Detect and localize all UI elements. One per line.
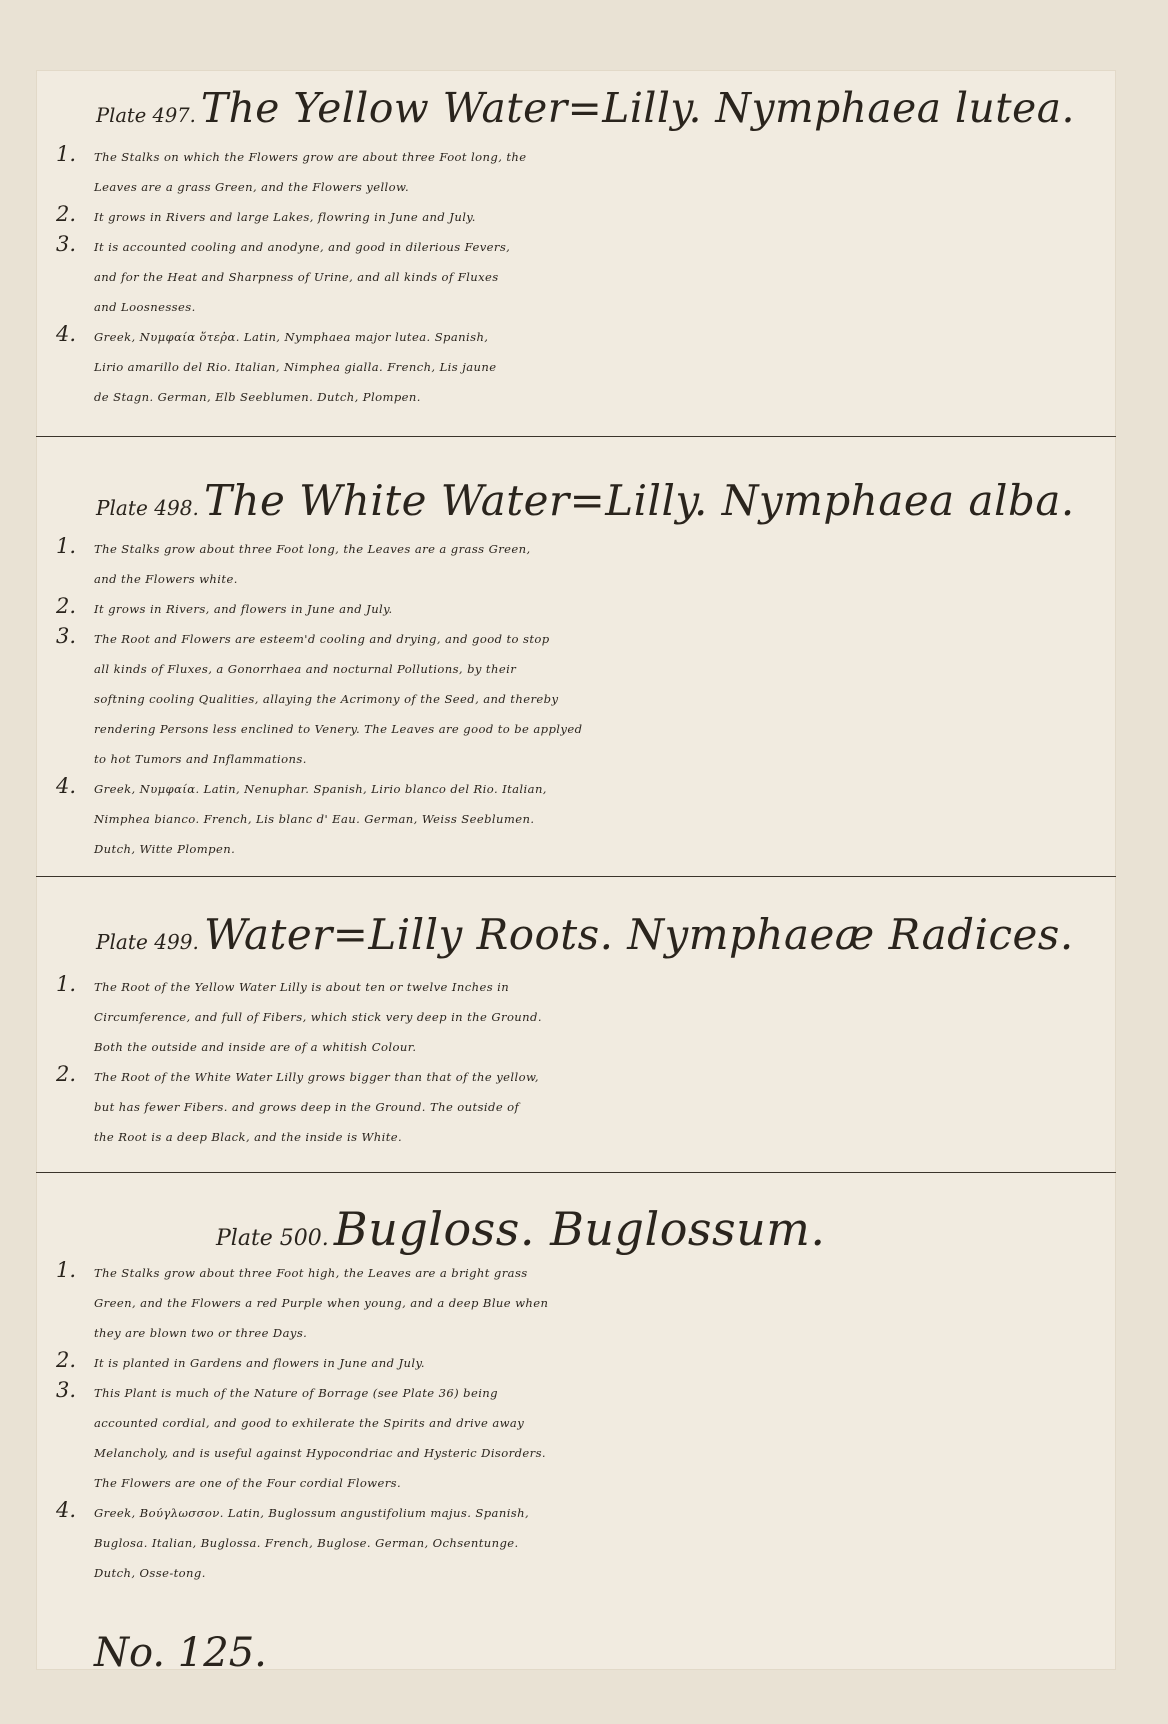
item-number: 4. xyxy=(56,1498,77,1522)
text-line: Melancholy, and is useful against Hypocondriac and Hysteric Disorders. xyxy=(94,1446,546,1460)
text-line: Lirio amarillo del Rio. Italian, Nimphea gialla. French, Lis jaune xyxy=(94,360,497,374)
plate-number: Plate 497. xyxy=(96,104,196,127)
plate-item xyxy=(36,972,1116,1062)
plate-item xyxy=(36,534,1116,594)
text-line: Buglosa. Italian, Buglossa. French, Buglose. German, Ochsentunge. xyxy=(94,1536,519,1550)
text-line: The Flowers are one of the Four cordial Flowers. xyxy=(94,1476,402,1490)
text-line: Leaves are a grass Green, and the Flowers yellow. xyxy=(94,180,410,194)
text-line: they are blown two or three Days. xyxy=(94,1326,308,1340)
plate-item xyxy=(36,142,1116,202)
item-number: 2. xyxy=(56,594,77,618)
plate-title: The Yellow Water=Lilly. Nymphaea lutea. xyxy=(200,84,1075,132)
plate-title: Water=Lilly Roots. Nymphaeæ Radices. xyxy=(203,910,1074,959)
text-line: Circumference, and full of Fibers, which stick very deep in the Ground. xyxy=(94,1010,542,1024)
item-number: 1. xyxy=(56,1258,77,1282)
text-line: de Stagn. German, Elb Seeblumen. Dutch, Plompen. xyxy=(94,390,421,404)
plate-item xyxy=(36,1258,1116,1348)
item-number: 4. xyxy=(56,774,77,798)
plate-header xyxy=(216,1202,826,1256)
text-line: The Stalks on which the Flowers grow are about three Foot long, the xyxy=(94,150,527,164)
plate-number: Plate 498. xyxy=(96,496,199,520)
text-line: accounted cordial, and good to exhilerate the Spirits and drive away xyxy=(94,1416,525,1430)
plate-item xyxy=(36,202,1116,232)
text-line: and Loosnesses. xyxy=(94,300,196,314)
text-line: Both the outside and inside are of a whitish Colour. xyxy=(94,1040,417,1054)
plate-header xyxy=(96,476,1075,525)
text-line: The Root of the Yellow Water Lilly is about ten or twelve Inches in xyxy=(94,980,510,994)
text-line: Dutch, Osse-tong. xyxy=(94,1566,206,1580)
text-line: The Root of the White Water Lilly grows bigger than that of the yellow, xyxy=(94,1070,539,1084)
plate-item xyxy=(36,1378,1116,1498)
item-number: 4. xyxy=(56,322,77,346)
text-line: Greek, Βούγλωσσον. Latin, Buglossum angustifolium majus. Spanish, xyxy=(94,1506,530,1520)
plate-item xyxy=(36,594,1116,624)
plate-item-list xyxy=(36,972,1116,1152)
section-divider xyxy=(36,876,1116,877)
text-line: but has fewer Fibers. and grows deep in the Ground. The outside of xyxy=(94,1100,520,1114)
plate-item-list xyxy=(36,1258,1116,1588)
text-line: softning cooling Qualities, allaying the Acrimony of the Seed, and thereby xyxy=(94,692,559,706)
text-line: the Root is a deep Black, and the inside is White. xyxy=(94,1130,403,1144)
item-number: 2. xyxy=(56,202,77,226)
section-divider xyxy=(36,436,1116,437)
text-line: all kinds of Fluxes, a Gonorrhaea and nocturnal Pollutions, by their xyxy=(94,662,517,676)
text-line: rendering Persons less enclined to Venery. The Leaves are good to be applyed xyxy=(94,722,583,736)
text-line: It grows in Rivers, and flowers in June and July. xyxy=(94,602,393,616)
text-line: to hot Tumors and Inflammations. xyxy=(94,752,307,766)
plate-title: The White Water=Lilly. Nymphaea alba. xyxy=(203,476,1075,525)
plate-item-list xyxy=(36,142,1116,412)
plate-title: Bugloss. Buglossum. xyxy=(333,1202,826,1256)
text-line: and the Flowers white. xyxy=(94,572,238,586)
plate-item xyxy=(36,232,1116,322)
item-number: 3. xyxy=(56,232,77,256)
plate-header xyxy=(96,84,1075,132)
text-line: Greek, Νυμφαία. Latin, Nenuphar. Spanish, Lirio blanco del Rio. Italian, xyxy=(94,782,547,796)
section-divider xyxy=(36,1172,1116,1173)
engraved-page xyxy=(36,70,1116,1676)
plate-item-list xyxy=(36,534,1116,864)
text-line: It grows in Rivers and large Lakes, flowring in June and July. xyxy=(94,210,476,224)
text-line: This Plant is much of the Nature of Borrage (see Plate 36) being xyxy=(94,1386,498,1400)
text-line: The Stalks grow about three Foot high, the Leaves are a bright grass xyxy=(94,1266,528,1280)
plate-item xyxy=(36,624,1116,774)
plate-item xyxy=(36,1498,1116,1588)
text-line: and for the Heat and Sharpness of Urine, and all kinds of Fluxes xyxy=(94,270,499,284)
plate-item xyxy=(36,1062,1116,1152)
plate-number: Plate 499. xyxy=(96,930,199,954)
plate-item xyxy=(36,1348,1116,1378)
item-number: 2. xyxy=(56,1062,77,1086)
plate-header xyxy=(96,910,1074,959)
item-number: 1. xyxy=(56,142,77,166)
item-number: 3. xyxy=(56,1378,77,1402)
item-number: 1. xyxy=(56,534,77,558)
item-number: 1. xyxy=(56,972,77,996)
issue-number: No. 125. xyxy=(94,1630,267,1676)
plate-item xyxy=(36,322,1116,412)
item-number: 2. xyxy=(56,1348,77,1372)
item-number: 3. xyxy=(56,624,77,648)
plate-item xyxy=(36,774,1116,864)
text-line: Greek, Νυμφαία ὅτεῤα. Latin, Nymphaea major lutea. Spanish, xyxy=(94,330,489,344)
plate-number: Plate 500. xyxy=(216,1226,329,1251)
text-line: Nimphea bianco. French, Lis blanc d' Eau. German, Weiss Seeblumen. xyxy=(94,812,535,826)
text-line: The Stalks grow about three Foot long, the Leaves are a grass Green, xyxy=(94,542,531,556)
text-line: Dutch, Witte Plompen. xyxy=(94,842,236,856)
text-line: Green, and the Flowers a red Purple when young, and a deep Blue when xyxy=(94,1296,549,1310)
text-line: It is accounted cooling and anodyne, and good in dilerious Fevers, xyxy=(94,240,511,254)
text-line: It is planted in Gardens and flowers in June and July. xyxy=(94,1356,425,1370)
text-line: The Root and Flowers are esteem'd cooling and drying, and good to stop xyxy=(94,632,550,646)
